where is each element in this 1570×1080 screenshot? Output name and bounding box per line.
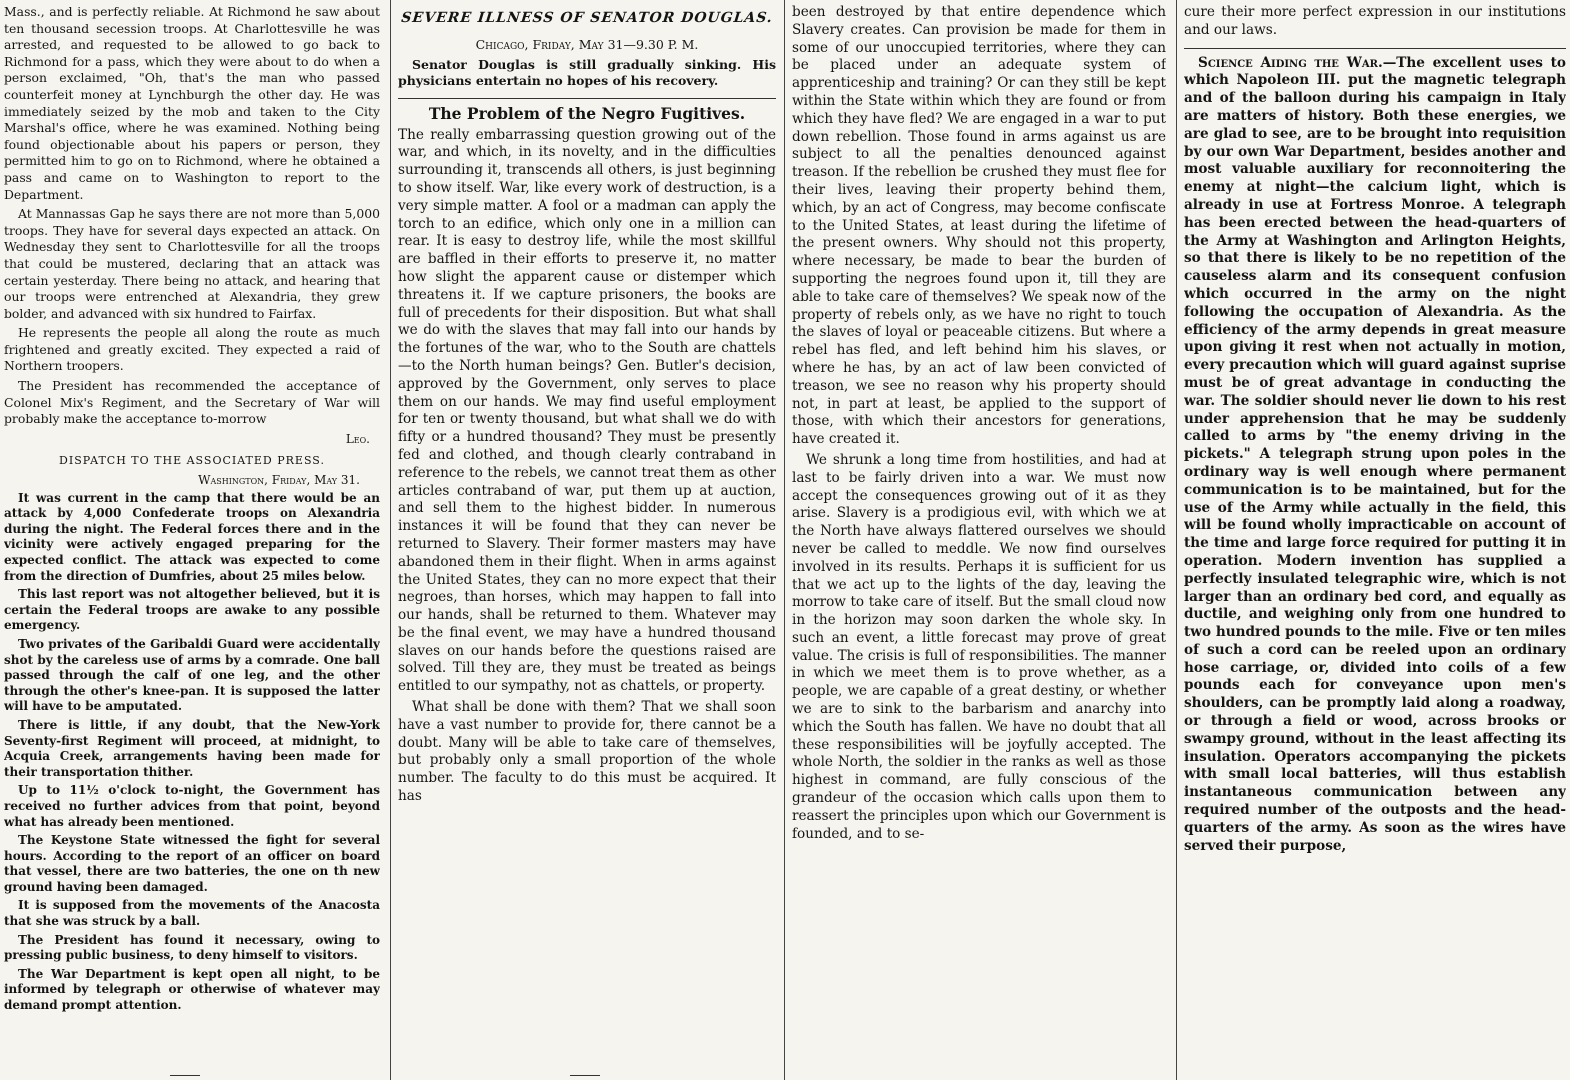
- column-2: [398, 4, 776, 1076]
- paragraph: cure their more perfect expression in our institutions and our laws.: [1184, 4, 1566, 38]
- column-divider: [390, 0, 391, 1080]
- paragraph: We shrunk a long time from hostilities, and had at last to be fairly driven into a war. We must now accept the consequences growing out of it as they arise. Slavery is a prodigious evil, with which we at the North have always flattered ourselves we should never be called to meddle. We now find ourselves involved in its results. Perhaps it is sufficient for us that we act up to the lights of the day, leaving the morrow to take care of itself. But the small cloud now in the horizon may soon darken the whole sky. In such an event, a little forecast may prove of great value. The crisis is full of responsibilities. The manner in which we meet them is to prove whether, as a people, we are capable of a great destiny, or whether we are to sink to the barbarism and anarchy into which the South has fallen. We have no doubt that all these responsibilities will be joyfully accepted. The whole North, the soldier in the ranks as well as those highest in command, are fully conscious of the grandeur of the occasion which calls upon them to reassert the principles upon which our Government is founded, and to se-: [792, 451, 1166, 842]
- column-divider: [784, 0, 785, 1080]
- paragraph: At Mannassas Gap he says there are not more than 5,000 troops. They have for several days expected an attack. On Wednesday they sent to Charlottesville for all the troops that could be mustered, declaring that an attack was certain yesterday. There being no attack, and hearing that our troops were entrenched at Alexandria, they grew bolder, and advanced with six hundred to Fairfax.: [4, 206, 380, 321]
- dispatch-heading: DISPATCH TO THE ASSOCIATED PRESS.: [59, 454, 325, 468]
- paragraph: Mass., and is perfectly reliable. At Richmond he saw about ten thousand secession troops. At Charlottesville he was arrested, and requested to be allowed to go back to Richmond for a pass, which they were about to do when a person exclaimed, "Oh, that's the man who passed counterfeit money at Lynchburgh the other day. He was immediately seized by the mob and taken to the City Marshal's office, where he was examined. Nothing being found objectionable about his papers or person, they permitted him to go on to Richmond, where he obtained a pass and came on to Washington to report to the Department.: [4, 4, 380, 202]
- column-1: [4, 4, 380, 1076]
- paragraph: [1184, 55, 1566, 856]
- headline: SEVERE ILLNESS OF SENATOR DOUGLAS.: [400, 10, 774, 26]
- section-rule: [1184, 48, 1566, 49]
- lead-title: Science Aiding the War.: [1198, 54, 1383, 71]
- paragraph: The War Department is kept open all night, to be informed by telegraph or otherwise of whatever may demand prompt attention.: [4, 966, 380, 1013]
- column-3: [792, 4, 1166, 1076]
- dispatch-dateline: Washington, Friday, May 31.: [198, 473, 360, 488]
- article-title: The Problem of the Negro Fugitives.: [428, 103, 746, 123]
- bulletin-text: Senator Douglas is still gradually sinking. His physicians entertain no hopes of his recovery.: [398, 56, 776, 89]
- end-rule: [170, 1075, 200, 1076]
- paragraph: Two privates of the Garibaldi Guard were accidentally shot by the careless use of arms by a comrade. One ball passed through the calf of one leg, and the other through the other's knee-pan. It is supposed the latter will have to be amputated.: [4, 636, 380, 714]
- column-divider: [1176, 0, 1177, 1080]
- bulletin-dateline: Chicago, Friday, May 31—9.30 P. M.: [475, 36, 699, 52]
- end-rule: [570, 1075, 600, 1076]
- paragraph: The President has recommended the acceptance of Colonel Mix's Regiment, and the Secretary of War will probably make the acceptance to-morrow: [4, 378, 380, 427]
- article-body: [1184, 55, 1566, 856]
- paragraph: There is little, if any doubt, that the New-York Seventy-first Regiment will proceed, at midnight, to Acquia Creek, arrangements having been made for their transportation thither.: [4, 717, 380, 779]
- paragraph: He represents the people all along the route as much frightened and greatly excited. They expected a raid of Northern troopers.: [4, 325, 380, 374]
- lead-text: —The excellent uses to which Napoleon III. put the magnetic telegraph and of the balloon during his campaign in Italy are matters of history. Both these energies, we are glad to see, are to be brought into requisition by our own War Department, besides another and most valuable auxiliary for reconnoitering the enemy at night—the calcium light, which is already in use at Fortress Monroe. A telegraph has been erected between the head-quarters of the Army at Washington and Arlington Heights, so that there is likely to be no repetition of the causeless alarm and its consequent confusion which occurred in the army on the night following the occupation of Alexandria. As the efficiency of the army depends in great measure upon giving it rest when not actually in motion, every precaution which will guard against suprise must be of great advantage in conducting the war. The soldier should never lie down to his rest under apprehension that he may be suddenly called to arms by "the enemy driving in the pickets." A telegraph strung upon poles in the ordinary way is well enough where permanent communication is to be maintained, but for the use of the Army while actually in the field, this will be found wholly impracticable on account of the time and large force required for putting it in operation. Modern invention has supplied a perfectly insulated telegraphic wire, which is not larger than an ordinary bed cord, and equally as ductile, and weighing only from one hundred to two hundred pounds to the mile. Five or ten miles of such a cord can be reeled upon an ordinary hose carriage, or, divided into coils of a few pounds each for conveyance upon men's shoulders, can be promptly laid along a roadway, or through a field or wood, across brooks or swampy ground, without in the least affecting its insulation. Operators accompanying the pickets with small local batteries, will thus establish instantaneous communication between any required number of the outposts and the head-quarters of the army. As soon as the wires have served their purpose,: [1184, 54, 1566, 854]
- bulletin: [398, 57, 776, 90]
- paragraph: The Keystone State witnessed the fight for several hours. According to the report of an officer on board that vessel, there are two batteries, the one on th new ground having been damaged.: [4, 833, 380, 894]
- dispatch-body: [4, 491, 380, 1014]
- paragraph: It is supposed from the movements of the Anacosta that she was struck by a ball.: [4, 898, 380, 929]
- paragraph: Up to 11½ o'clock to-night, the Government has received no further advices from that point, beyond what has already been mentioned.: [4, 783, 380, 829]
- paragraph: What shall be done with them? That we shall soon have a vast number to provide for, there cannot be a doubt. Many will be able to take care of themselves, but probably only a small proportion of the whole number. The faculty to do this must be acquired. It has: [398, 699, 776, 805]
- paragraph: This last report was not altogether believed, but it is certain the Federal troops are awake to any possible emergency.: [4, 587, 380, 633]
- signature: Leo.: [345, 431, 370, 446]
- section-rule: [398, 98, 776, 99]
- paragraph: The really embarrassing question growing out of the war, and which, in its novelty, and in the difficulties surrounding it, transcends all others, is just beginning to show itself. War, like every work of destruction, is a very simple matter. A fool or a madman can apply the torch to an edifice, which only one in a million can rear. It is easy to destroy life, while the most skillful are baffled in their efforts to preserve it, no matter how slight the apparent cause or distemper which threatens it. If we capture prisoners, the books are full of precedents for their disposition. But what shall we do with the slaves that may fall into our hands by the fortunes of the war, who to the South are chattels—to the North human beings? Gen. Butler's decision, approved by the Government, only serves to place them on our hands. We may find useful employment for ten or twenty thousand, but what shall we do with fifty or a hundred thousand? They must be presently fed and clothed, and though clearly contraband in reference to the rebels, we cannot treat them as other articles contraband of war, put them up at auction, and sell them to the highest bidder. In numerous instances it will be found that they can never be returned to Slavery. Their former masters may have abandoned them in their flight. When in arms against the United States, they can no more expect that their negroes, than horses, which may happen to fall into our hands, shall be returned to them. Whatever may be the final event, we may have a hundred thousand slaves on our hands before the questions raised are solved. Till they are, they must be treated as beings entitled to our sympathy, not as chattels, or property.: [398, 126, 776, 695]
- column-4: [1184, 4, 1566, 1076]
- paragraph: been destroyed by that entire dependence which Slavery creates. Can provision be made for them in some of our unoccupied territories, where they can be placed under an adequate system of apprenticeship and training? Or can they still be kept within the State within which they are found or from which they have fled? We are engaged in a war to put down rebellion. Those found in arms against us are subject to all the penalties denounced against treason. If the rebellion be crushed they must flee for their lives, leaving their property behind them, which, by an act of Congress, may become confiscate to the United States, at least during the lifetime of the present owners. Why should not this property, where necessary, be made to bear the burden of supporting the negroes found upon it, till they are able to take care of themselves? We speak now of the property of rebels only, as we have no right to touch the slaves of loyal or peaceable citizens. But where a rebel has fled, and left behind him his slaves, or where he has, by an act of law been convicted of treason, we see no reason why his property should not, in part at least, be applied to the support of those, with which their ancestors for generations, have created it.: [792, 4, 1166, 448]
- paragraph: The President has found it necessary, owing to pressing public business, to deny himself to visitors.: [4, 932, 380, 963]
- paragraph: It was current in the camp that there would be an attack by 4,000 Confederate troops on Alexandria during the night. The Federal forces there and in the vicinity were actively engaged preparing for the expected conflict. The attack was expected to come from the direction of Dumfries, about 25 miles below.: [4, 490, 380, 583]
